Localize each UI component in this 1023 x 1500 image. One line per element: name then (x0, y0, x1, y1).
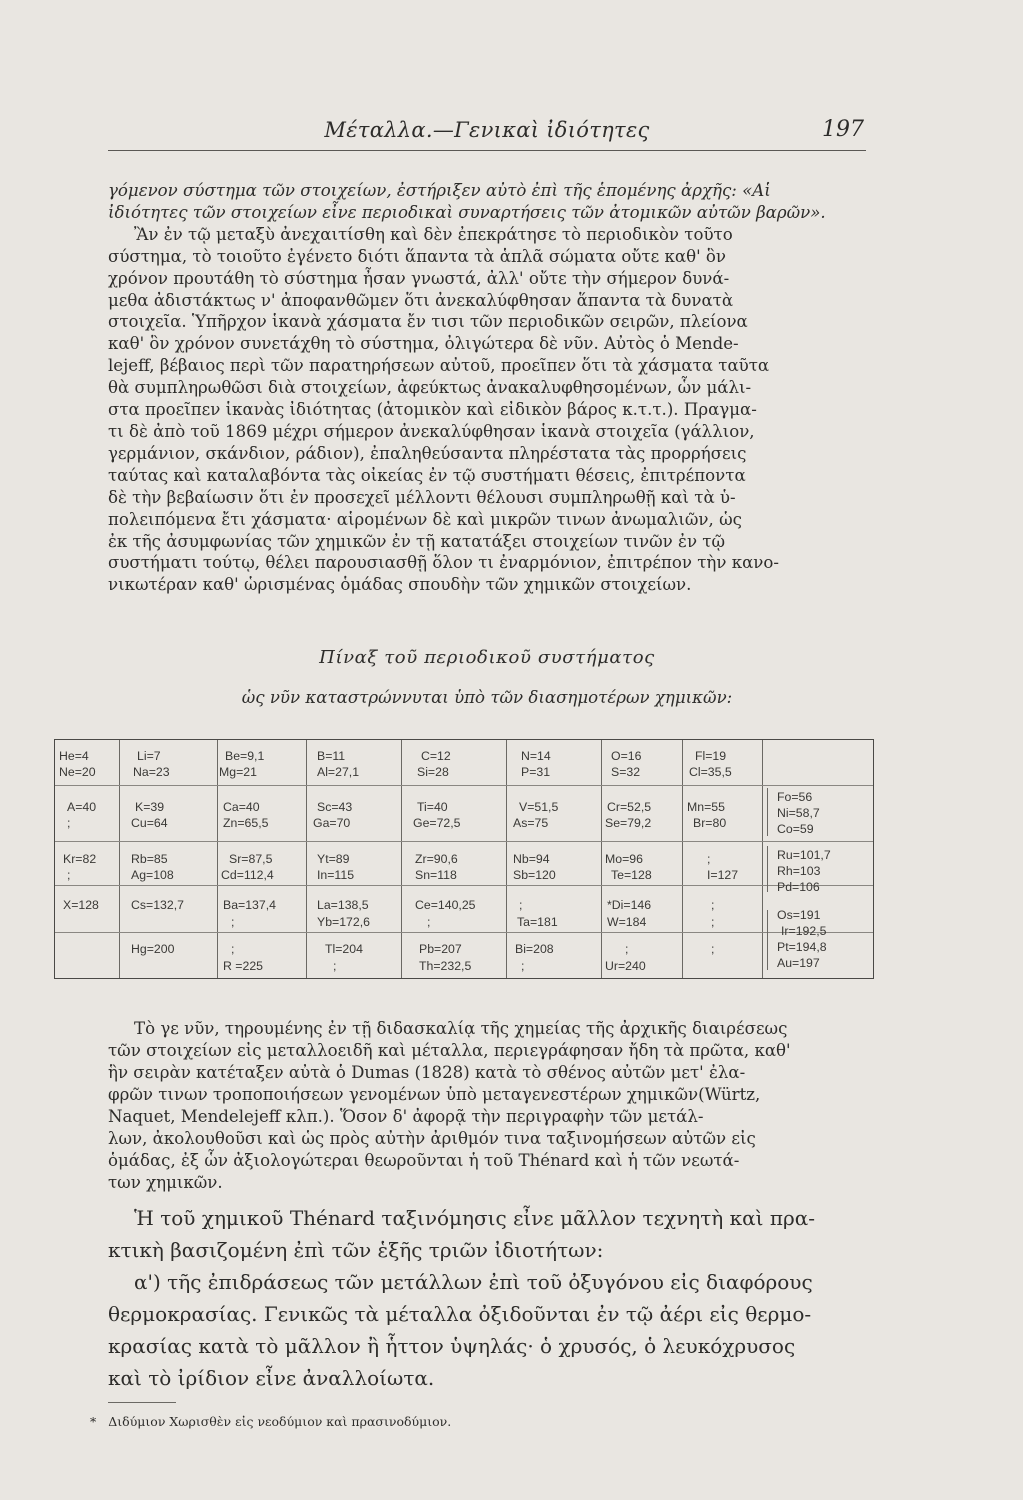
text-line: θερμοκρασίας. Γενικῶς τὰ μέταλλα ὀξιδοῦνται ἐν τῷ ἀέρι εἰς θερμο- (108, 1302, 812, 1326)
footnote (90, 1414, 866, 1429)
element-cell: Sc=43 (317, 800, 353, 814)
element-cell: Zn=65,5 (223, 816, 269, 830)
element-cell: Ur=240 (605, 959, 646, 973)
element-cell: He=4 (59, 749, 89, 763)
footnote-text: Διδύμιον Χωρισθὲν εἰς νεοδύμιον καὶ πρασινοδύμιον. (108, 1414, 452, 1429)
element-cell: Mn=55 (687, 800, 725, 814)
element-cell: Ag=108 (131, 868, 174, 882)
element-cell: ; (707, 852, 711, 866)
text-line: μεθα ἀδιστάκτως ν' ἀποφανθῶμεν ὅτι ἀνεκαλύφθησαν ἅπαντα τὰ δυνατὰ (108, 290, 734, 310)
element-cell: Ce=140,25 (415, 898, 476, 912)
page-number: 197 (822, 117, 864, 142)
element-cell: B=11 (317, 749, 346, 763)
element-cell: Si=28 (417, 765, 449, 779)
group-brace (767, 910, 771, 970)
element-cell: Cs=132,7 (131, 898, 184, 912)
element-cell: Cd=112,4 (221, 868, 274, 882)
row-divider (55, 932, 873, 933)
column-divider (401, 740, 402, 978)
element-cell: ; (711, 915, 715, 929)
text-line: Ἂν ἐν τῷ μεταξὺ ἀνεχαιτίσθη καὶ δὲν ἐπεκράτησε τὸ περιοδικὸν τοῦτο (134, 224, 733, 244)
periodic-table (54, 739, 874, 979)
element-cell: Au=197 (777, 956, 820, 970)
element-cell: Bi=208 (515, 942, 554, 956)
element-cell: A=40 (67, 800, 97, 814)
element-cell: Ga=70 (313, 816, 351, 830)
text-line: συστήματι τούτῳ, θέλει παρουσιασθῇ ὅλον τι ἐναρμόνιον, ἐπιτρέπον τὴν κανο- (108, 553, 779, 573)
element-cell: ; (625, 942, 629, 956)
element-cell: Ba=137,4 (223, 898, 276, 912)
intro-text (108, 180, 866, 596)
element-cell: Mo=96 (605, 852, 643, 866)
element-cell: Pb=207 (419, 942, 462, 956)
element-cell: X=128 (63, 898, 99, 912)
group-brace (767, 788, 771, 836)
text-line: θὰ συμπληρωθῶσι διὰ στοιχείων, ἀφεύκτως ἀνακαλυφθησομένων, ὧν μάλι- (108, 378, 752, 398)
text-line: lejeff, βέβαιος περὶ τῶν παρατηρήσεων αὐτοῦ, προεῖπεν ὅτι τὰ χάσματα ταῦτα (108, 356, 770, 376)
after-table-text (108, 1018, 866, 1194)
element-cell: Ti=40 (417, 800, 448, 814)
element-cell: ; (521, 959, 525, 973)
element-cell: Tl=204 (325, 942, 363, 956)
row-divider (55, 785, 873, 786)
element-cell: Yb=172,6 (317, 915, 370, 929)
element-cell: Th=232,5 (419, 959, 472, 973)
element-cell: Ca=40 (223, 800, 260, 814)
running-head: Μέταλλα.—Γενικαὶ ἰδιότητες (324, 118, 650, 142)
text-line: καθ' ὃν χρόνον συνετάχθη τὸ σύστημα, ὀλιγώτερα δὲ νῦν. Αὐτὸς ὁ Mende- (108, 334, 739, 354)
element-cell: Se=79,2 (605, 816, 652, 830)
element-cell: Na=23 (133, 765, 170, 779)
text-line: χρόνον προυτάθη τὸ σύστημα ἦσαν γνωστά, ἀλλ' οὔτε τὴν σήμερον δυνά- (108, 268, 730, 288)
element-cell: K=39 (135, 800, 165, 814)
element-cell: ; (67, 868, 71, 882)
element-cell: W=184 (607, 915, 647, 929)
element-cell: P=31 (521, 765, 551, 779)
element-cell: ; (67, 816, 71, 830)
element-cell: N=14 (521, 749, 551, 763)
row-divider (55, 885, 873, 886)
quote-line: γόμενον σύστημα τῶν στοιχείων, ἐστήριξεν αὐτὸ ἐπὶ τῆς ἑπομένης ἀρχῆς: «Αἱ (108, 181, 771, 200)
text-line: Naquet, Mendelejeff κλπ.). Ὅσον δ' ἀφορᾷ τὴν περιγραφὴν τῶν μετάλ- (108, 1107, 704, 1126)
text-line: α') τῆς ἐπιδράσεως τῶν μετάλλων ἐπὶ τοῦ ὀξυγόνου εἰς διαφόρους (134, 1270, 813, 1294)
row-divider (55, 841, 873, 842)
column-divider (682, 740, 683, 978)
element-cell: Ge=72,5 (413, 816, 461, 830)
text-line: κρασίας κατὰ τὸ μᾶλλον ἢ ἧττον ὑψηλάς· ὁ χρυσός, ὁ λευκόχρυσος (108, 1334, 796, 1358)
element-cell: ; (711, 898, 715, 912)
quote-line: ἰδιότητες τῶν στοιχείων εἶνε περιοδικαὶ συναρτήσεις τῶν ἀτομικῶν αὐτῶν βαρῶν». (108, 202, 826, 222)
element-cell: ; (333, 959, 337, 973)
group-brace (767, 846, 771, 892)
element-cell: Pd=106 (777, 880, 820, 894)
column-divider (601, 740, 602, 978)
text-line: καὶ τὸ ἰρίδιον εἶνε ἀναλλοίωτα. (108, 1366, 435, 1390)
table-subtitle: ὡς νῦν καταστρώννυται ὑπὸ τῶν διασημοτέρων χημικῶν: (241, 688, 733, 707)
element-cell: *Di=146 (607, 898, 652, 912)
text-line: στα προεῖπεν ἱκανὰς ἰδιότητας (ἀτομικὸν καὶ εἰδικὸν βάρος κ.τ.τ.). Πραγμα- (108, 400, 757, 420)
text-line: Τὸ γε νῦν, τηρουμένης ἐν τῇ διδασκαλίᾳ τῆς χημείας τῆς ἀρχικῆς διαιρέσεως (134, 1019, 788, 1038)
element-cell: Br=80 (693, 816, 727, 830)
text-line: σύστημα, τὸ τοιοῦτο ἐγένετο διότι ἅπαντα τὰ ἁπλᾶ σώματα οὔτε καθ' ὃν (108, 246, 726, 266)
thenard-classification-text (108, 1202, 866, 1394)
text-line: γερμάνιον, σκάνδιον, ράδιον), ἐπαληθεύσαντα πληρέστατα τὰς προρρήσεις (108, 443, 747, 463)
element-cell: Fo=56 (777, 790, 813, 804)
element-cell: As=75 (513, 816, 549, 830)
column-divider (506, 740, 507, 978)
element-cell: Cr=52,5 (607, 800, 652, 814)
text-line: ταύτας καὶ καταλαβόντα τὰς οἰκείας ἐν τῷ συστήματι θέσεις, ἐπιτρέποντα (108, 465, 746, 485)
column-divider (306, 740, 307, 978)
text-line: ἐκ τῆς ἀσυμφωνίας τῶν χημικῶν ἐν τῇ κατατάξει στοιχείων τινῶν ἐν τῷ (108, 531, 726, 551)
element-cell: Sb=120 (513, 868, 556, 882)
element-cell: Hg=200 (131, 942, 175, 956)
element-cell: Cl=35,5 (689, 765, 732, 779)
element-cell: Fl=19 (695, 749, 727, 763)
text-line: δὲ τὴν βεβαίωσιν ὅτι ἐν προσεχεῖ μέλλοντι θέλουσι συμπληρωθῇ καὶ τὰ ὑ- (108, 487, 736, 507)
text-line: πολειπόμενα ἔτι χάσματα· αἱρομένων δὲ καὶ μικρῶν τινων ἀνωμαλιῶν, ὡς (108, 509, 742, 529)
element-cell: O=16 (611, 749, 642, 763)
element-cell: Li=7 (137, 749, 161, 763)
element-cell: Co=59 (777, 822, 814, 836)
element-cell: In=115 (317, 868, 355, 882)
text-line: ἣν σειρὰν κατέταξεν αὐτὰ ὁ Dumas (1828) κατὰ τὸ σθένος αὐτῶν μετ' ἐλα- (108, 1063, 746, 1082)
element-cell: Te=128 (611, 868, 652, 882)
element-cell: Al=27,1 (317, 765, 360, 779)
element-cell: Rh=103 (777, 864, 821, 878)
element-cell: Ir=192,5 (781, 924, 827, 938)
element-cell: Kr=82 (63, 852, 97, 866)
element-cell: Sn=118 (415, 868, 457, 882)
element-cell: Ni=58,7 (777, 806, 820, 820)
text-line: των χημικῶν. (108, 1173, 223, 1192)
element-cell: Yt=89 (317, 852, 350, 866)
element-cell: V=51,5 (519, 800, 559, 814)
element-cell: Ru=101,7 (777, 848, 831, 862)
text-line: κτικὴ βασιζομένη ἐπὶ τῶν ἑξῆς τριῶν ἰδιοτήτων: (108, 1238, 604, 1262)
text-line: τι δὲ ἀπὸ τοῦ 1869 μέχρι σήμερον ἀνεκαλύφθησαν ἱκανὰ στοιχεῖα (γάλλιον, (108, 421, 755, 441)
column-divider (762, 740, 763, 978)
element-cell: I=127 (707, 868, 739, 882)
element-cell: Os=191 (777, 908, 821, 922)
element-cell: ; (427, 915, 431, 929)
element-cell: ; (711, 942, 715, 956)
text-line: νικωτέραν καθ' ὡρισμένας ὁμάδας σπουδὴν τῶν χημικῶν στοιχείων. (108, 575, 692, 595)
element-cell: Rb=85 (131, 852, 168, 866)
element-cell: ; (231, 915, 235, 929)
element-cell: S=32 (611, 765, 641, 779)
text-line: στοιχεῖα. Ὑπῆρχον ἱκανὰ χάσματα ἔν τισι τῶν περιοδικῶν σειρῶν, πλείονα (108, 312, 748, 332)
element-cell: Ta=181 (517, 915, 558, 929)
page-header (108, 116, 866, 151)
element-cell: Ne=20 (59, 765, 96, 779)
footnote-rule (108, 1402, 176, 1403)
element-cell: Be=9,1 (225, 749, 265, 763)
text-line: λων, ἀκολουθοῦσι καὶ ὡς πρὸς αὐτὴν ἀριθμόν τινα ταξινομήσεων αὐτῶν εἰς (108, 1129, 756, 1148)
element-cell: R =225 (223, 959, 263, 973)
element-cell: Cu=64 (131, 816, 168, 830)
table-title: Πίναξ τοῦ περιοδικοῦ συστήματος (319, 647, 655, 668)
text-line: φρῶν τινων τροποποιήσεων γενομένων ὑπὸ μεταγενεστέρων χημικῶν(Würtz, (108, 1085, 761, 1104)
element-cell: C=12 (421, 749, 451, 763)
element-cell: Zr=90,6 (415, 852, 458, 866)
element-cell: ; (231, 942, 235, 956)
element-cell: La=138,5 (317, 898, 369, 912)
element-cell: Pt=194,8 (777, 940, 827, 954)
element-cell: Sr=87,5 (229, 852, 273, 866)
element-cell: Mg=21 (219, 765, 257, 779)
element-cell: ; (519, 898, 523, 912)
text-line: Ἡ τοῦ χημικοῦ Thénard ταξινόμησις εἶνε μᾶλλον τεχνητὴ καὶ πρα- (134, 1206, 816, 1230)
text-line: ὁμάδας, ἐξ ὧν ἀξιολογώτεραι θεωροῦνται ἡ τοῦ Thénard καὶ ἡ τῶν νεωτά- (108, 1151, 740, 1170)
element-cell: Nb=94 (513, 852, 550, 866)
column-divider (217, 740, 218, 978)
column-divider (119, 740, 120, 978)
footnote-mark: * (90, 1414, 97, 1429)
text-line: τῶν στοιχείων εἰς μεταλλοειδῆ καὶ μέταλλα, περιεγράφησαν ἤδη τὰ πρῶτα, καθ' (108, 1041, 791, 1060)
